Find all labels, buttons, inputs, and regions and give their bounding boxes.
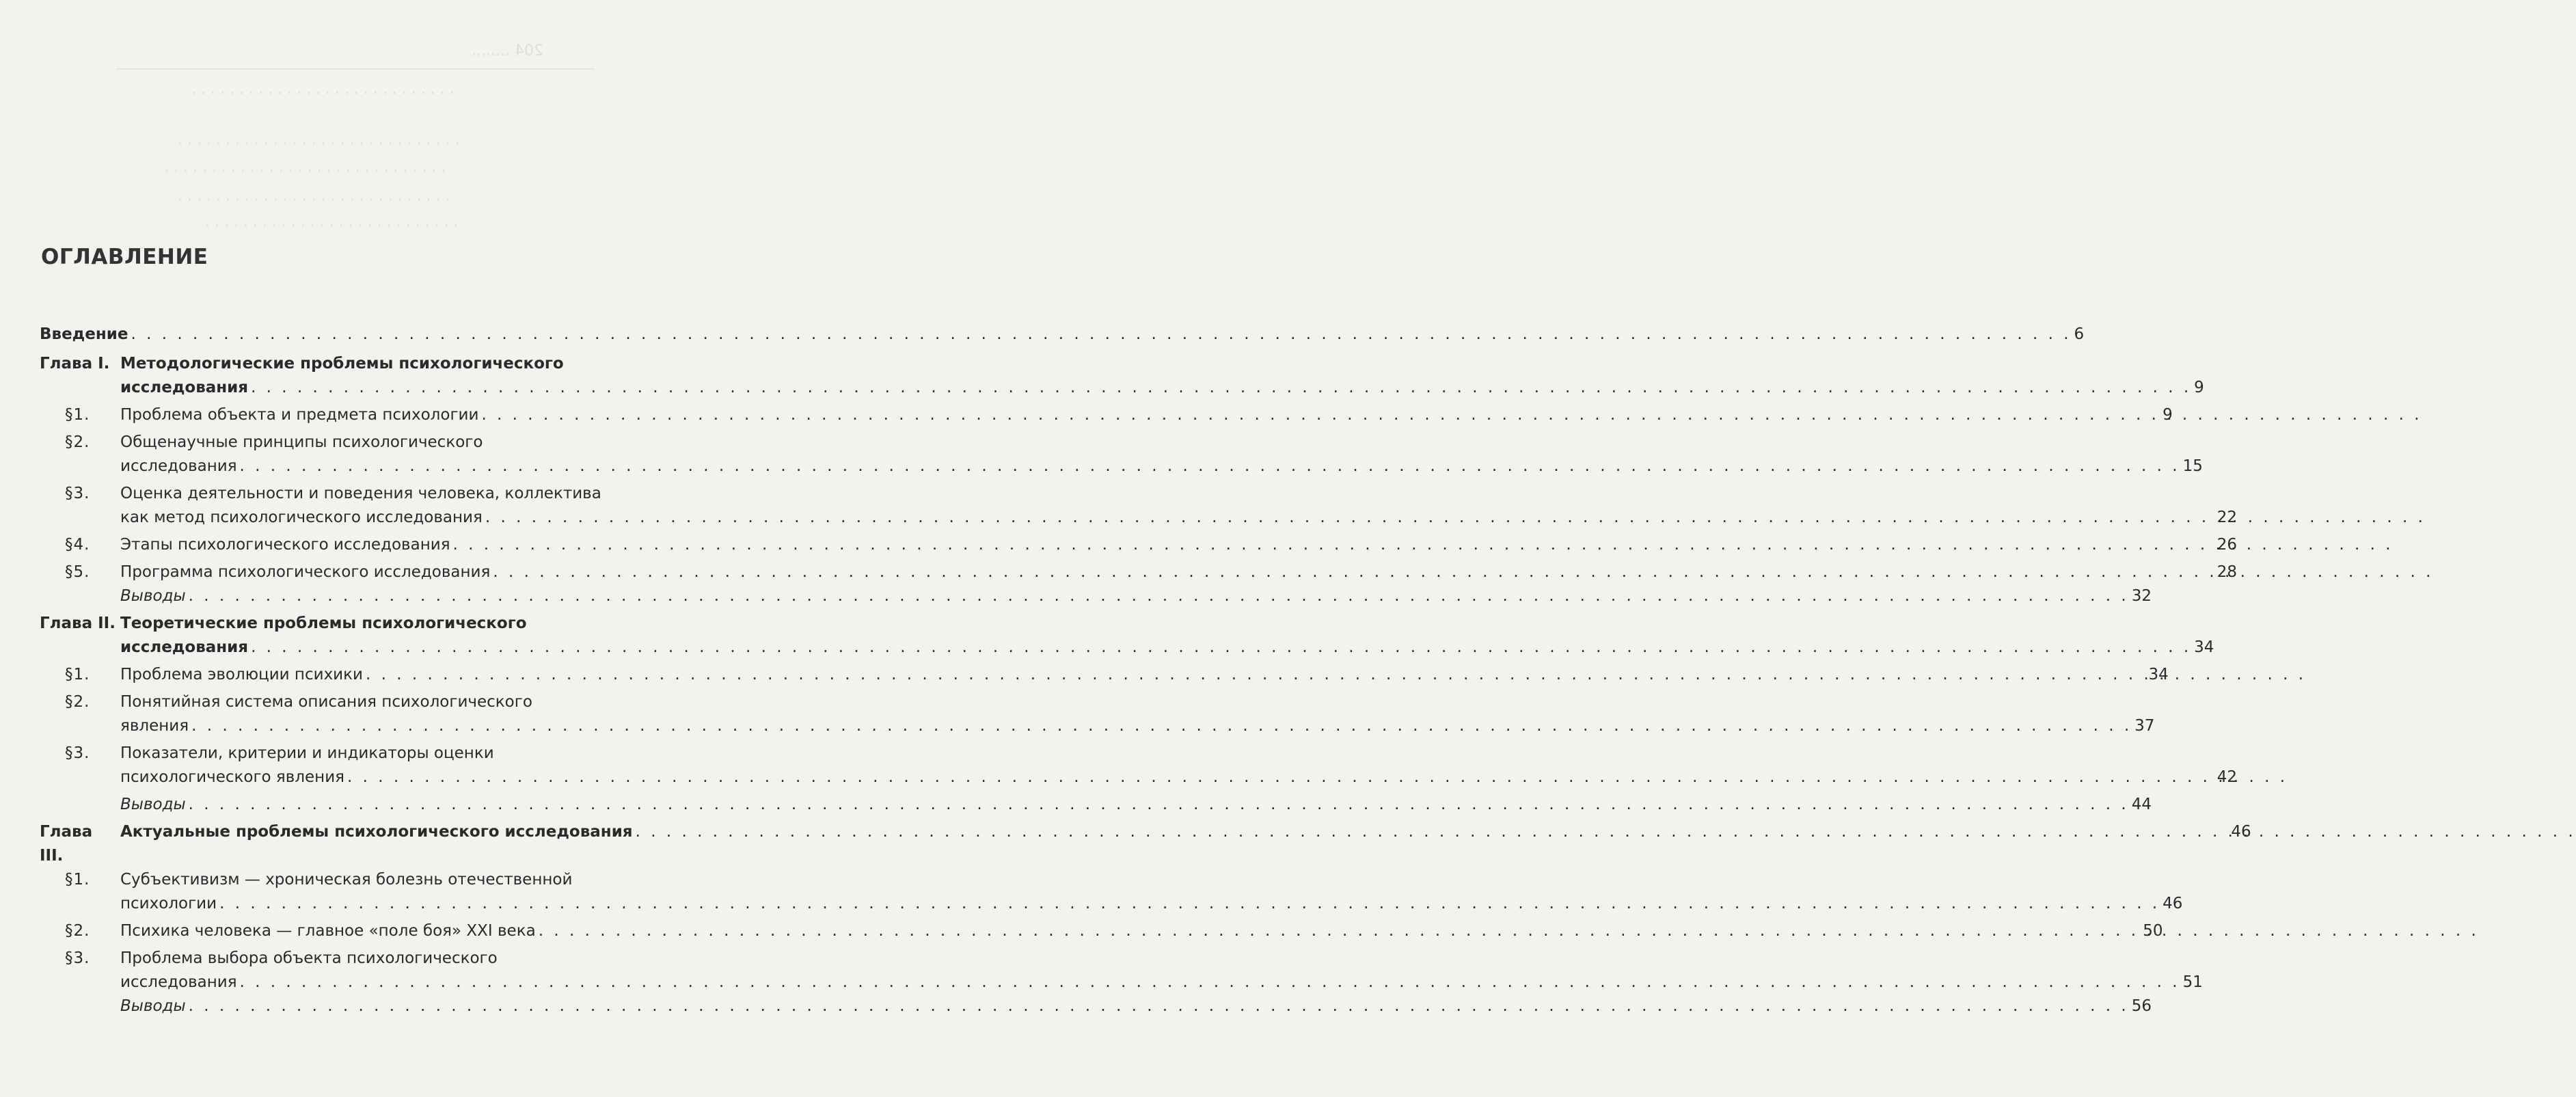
dot-leader: [251, 636, 2191, 660]
show-through-text: . . . . . . . . . . . . . . . . . . . . . . . . . . .: [205, 213, 459, 230]
show-through-text: 204 ........: [472, 42, 543, 59]
conclusions-label: Выводы: [120, 796, 186, 813]
toc-entry-intro: [40, 323, 2085, 347]
section-title: психологического явления: [120, 768, 344, 786]
page-number: 37: [2134, 717, 2155, 735]
chapter-title-line: исследования: [120, 638, 249, 656]
dot-leader: [219, 892, 2160, 916]
section-title: Оценка деятельности и поведения человека, коллектива: [120, 485, 601, 502]
dot-leader: [189, 793, 2129, 817]
section-title: явления: [120, 717, 189, 735]
toc-section: [40, 947, 2203, 994]
section-title: Проблема выбора объекта психологического: [120, 949, 498, 967]
chapter-title-line: Теоретические проблемы психологического: [120, 614, 527, 632]
section-number: §3.: [65, 744, 90, 762]
section-title: Психика человека — главное «поле боя» XXI века: [120, 922, 536, 940]
section-title: Этапы психологического исследования: [120, 536, 450, 554]
intro-title: Введение: [40, 325, 128, 343]
section-number: §4.: [65, 536, 90, 554]
dot-leader: [481, 403, 2160, 427]
page-number: 46: [2231, 823, 2251, 841]
section-title: исследования: [120, 973, 237, 991]
page-number: 44: [2131, 796, 2152, 813]
toc-section: [40, 690, 2155, 738]
section-title: Общенаучные принципы психологического: [120, 433, 483, 451]
section-title: Понятийная система описания психологического: [120, 693, 532, 711]
section-title: Проблема объекта и предмета психологии: [120, 406, 479, 424]
toc-section: [40, 560, 2237, 584]
page-number: 28: [2216, 563, 2237, 581]
chapter-label: Глава III.: [40, 823, 93, 865]
show-through-text: . . . . . . . . . . . . . . . . . . . . . . . . . . . . . .: [178, 131, 460, 148]
toc-section: [40, 431, 2203, 478]
section-title: как метод психологического исследования: [120, 509, 483, 526]
show-through-text: . . . . . . . . . . . . . . . . . . . . . . . . . . . . . .: [164, 159, 446, 176]
section-title: исследования: [120, 457, 237, 475]
table-of-contents: [40, 323, 2251, 1018]
conclusions-label: Выводы: [120, 587, 186, 605]
show-through-text: . . . . . . . . . . . . . . . . . . . . . . . . . . . .: [191, 81, 455, 98]
chapter-title-line: Методологические проблемы психологического: [120, 355, 564, 373]
section-number: §1.: [65, 406, 90, 424]
dot-leader: [485, 506, 2214, 530]
dot-leader: [636, 820, 2229, 844]
chapter-title-line: исследования: [120, 379, 249, 396]
dot-leader: [189, 994, 2129, 1018]
page-number: 32: [2131, 587, 2152, 605]
page-number: 15: [2182, 457, 2203, 475]
section-number: §3.: [65, 949, 90, 967]
section-title: Показатели, критерии и индикаторы оценки: [120, 744, 494, 762]
section-title: Проблема эволюции психики: [120, 666, 363, 683]
section-number: §2.: [65, 693, 90, 711]
page-number: 50: [2143, 922, 2163, 940]
section-title: Программа психологического исследования: [120, 563, 491, 581]
toc-chapter-3: [40, 820, 2251, 868]
section-title: психологии: [120, 895, 217, 912]
dot-leader: [240, 455, 2180, 478]
dot-leader: [131, 323, 2071, 347]
page-number: 26: [2216, 536, 2237, 554]
dot-leader: [539, 919, 2141, 943]
page-number: 6: [2074, 325, 2085, 343]
toc-section: [40, 482, 2237, 530]
page-number: 46: [2163, 895, 2183, 912]
toc-conclusions: [40, 793, 2152, 817]
toc-section: [40, 663, 2169, 687]
dot-leader: [453, 533, 2214, 557]
dot-leader: [347, 766, 2214, 789]
page-number: 9: [2194, 379, 2204, 396]
dot-leader: [240, 971, 2180, 994]
toc-chapter-1: [40, 352, 2204, 400]
toc-section: [40, 919, 2163, 943]
toc-section: [40, 403, 2173, 427]
toc-section: [40, 868, 2183, 916]
dot-leader: [189, 584, 2129, 608]
section-number: §5.: [65, 563, 90, 581]
section-title: Субъективизм — хроническая болезнь отечественной: [120, 871, 573, 889]
chapter-label: Глава II.: [40, 614, 116, 632]
dot-leader: [251, 376, 2191, 400]
section-number: §3.: [65, 485, 90, 502]
page-number: 22: [2216, 509, 2237, 526]
page-number: 34: [2194, 638, 2214, 656]
toc-conclusions: [40, 584, 2152, 608]
chapter-title-line: Актуальные проблемы психологического исследования: [120, 823, 633, 841]
page-number: 51: [2182, 973, 2203, 991]
section-number: §2.: [65, 433, 90, 451]
chapter-label: Глава I.: [40, 355, 110, 373]
dot-leader: [493, 560, 2214, 584]
toc-section: [40, 742, 2237, 789]
dot-leader: [366, 663, 2146, 687]
section-number: §1.: [65, 871, 90, 889]
page-number: 42: [2216, 768, 2237, 786]
page-title: ОГЛАВЛЕНИЕ: [41, 245, 208, 269]
page-number: 34: [2148, 666, 2169, 683]
page-number: 56: [2131, 997, 2152, 1015]
toc-conclusions: [40, 994, 2152, 1018]
toc-section: [40, 533, 2237, 557]
section-number: §1.: [65, 666, 90, 683]
show-through-rule: [116, 68, 595, 70]
section-number: §2.: [65, 922, 90, 940]
show-through-text: . . . . . . . . . . . . . . . . . . . . . . . . . . . . .: [178, 187, 450, 204]
conclusions-label: Выводы: [120, 997, 186, 1015]
dot-leader: [191, 714, 2132, 738]
page-number: 9: [2163, 406, 2173, 424]
toc-chapter-2: [40, 612, 2214, 660]
